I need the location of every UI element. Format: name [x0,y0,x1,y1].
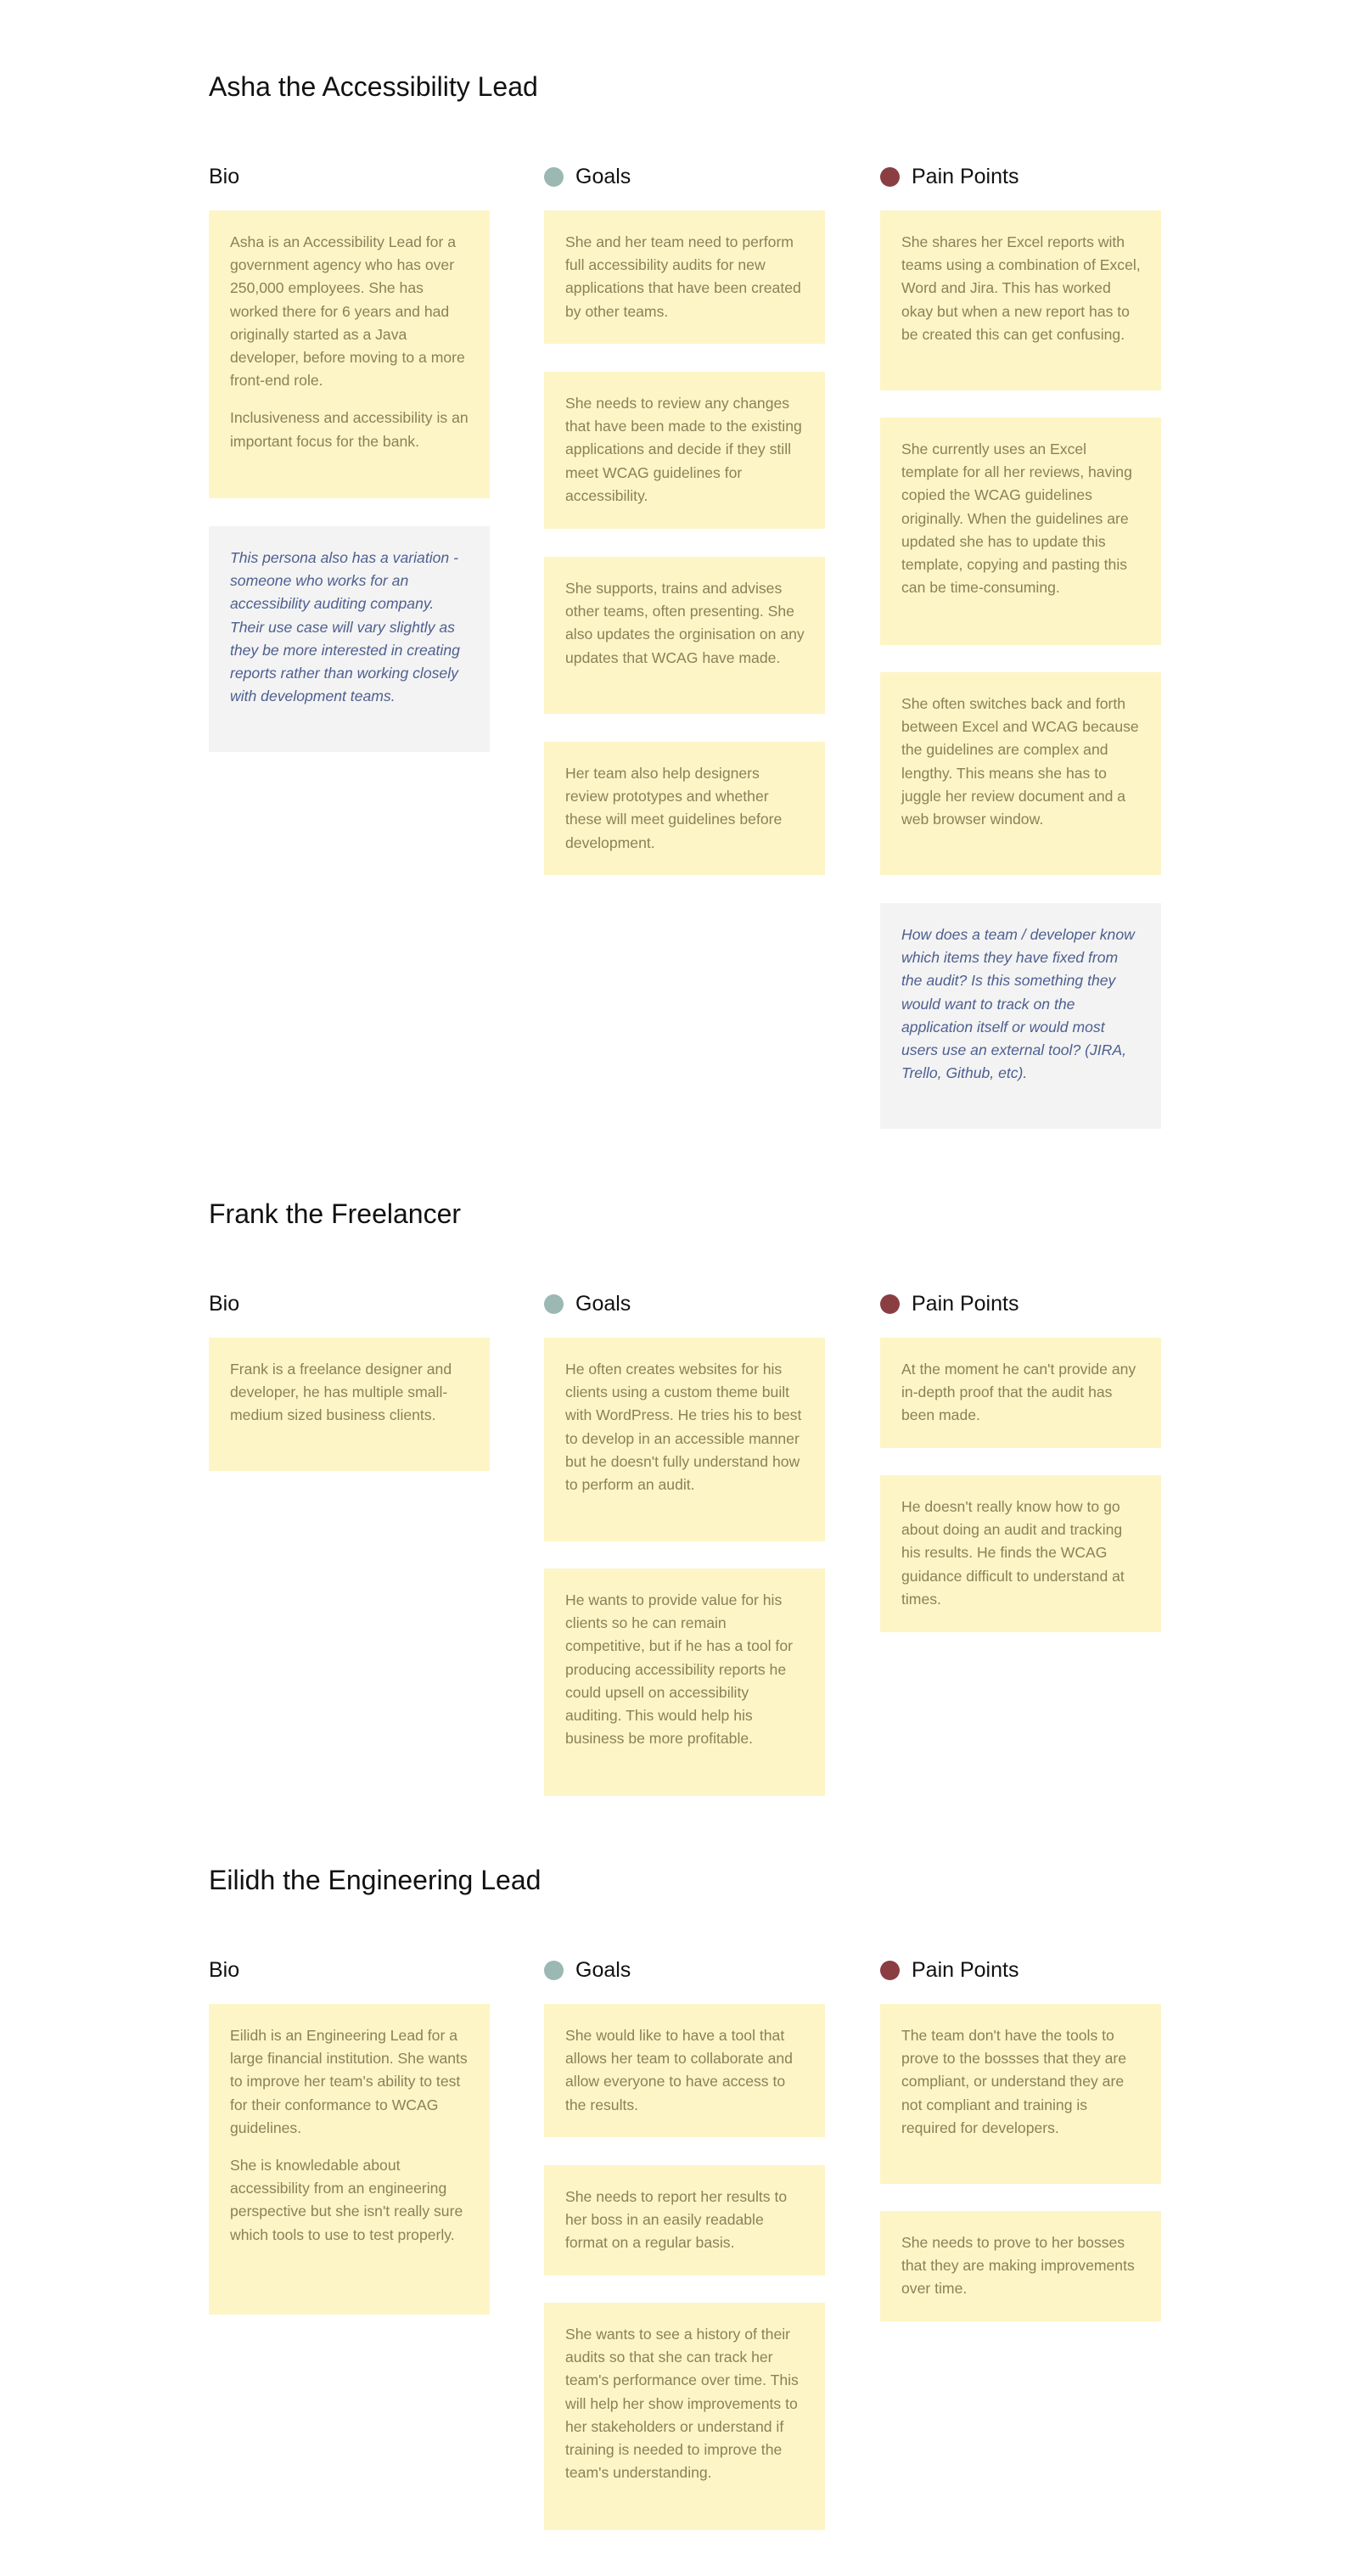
bio-sticky-note[interactable] [209,1338,490,1471]
pain-points-label: Pain Points [912,1292,1019,1316]
pain-points-header [880,161,1018,192]
goals-dot-icon [544,1961,564,1980]
pain-point-sticky-note[interactable] [880,1475,1161,1632]
persona-title: Frank the Freelancer [209,1198,462,1229]
goals-dot-icon [544,167,564,187]
goal-text: She needs to review any changes that have been made to the existing applications and decide if they still meet WCAG guidelines for accessibility. [565,395,802,504]
bio-paragraph: Inclusiveness and accessibility is an important focus for the bank. [230,409,469,450]
persona-title: Asha the Accessibility Lead [209,71,538,102]
pain-point-text: The team don't have the tools to prove to the bossses that they are compliant, or understand they are not compliant and training is required for developers. [901,2027,1127,2136]
pain-points-header [880,1288,1018,1319]
bio-comment-note[interactable] [209,526,490,752]
bio-paragraph: She is knowledable about accessibility from an engineering perspective but she isn't really sure which tools to use to test properly. [230,2157,463,2243]
pain-points-label: Pain Points [912,1958,1019,1982]
pain-points-label: Pain Points [912,165,1019,188]
bio-label: Bio [209,1958,240,1982]
goal-text: She supports, trains and advises other teams, often presenting. She also updates the orginisation on any updates that WCAG have made. [565,580,805,666]
pain-point-sticky-note[interactable] [880,2211,1161,2321]
note-text: This persona also has a variation - someone who works for an accessibility auditing company. Their use case will vary slightly as they be more interested in creating reports rather than working closely with development teams. [230,549,460,705]
goal-sticky-note[interactable] [544,1338,825,1541]
pain-points-dot-icon [880,167,900,187]
goal-text: She would like to have a tool that allows her team to collaborate and allow everyone to have access to the results. [565,2027,793,2113]
goals-header [544,1955,631,1985]
pain-point-text: At the moment he can't provide any in-depth proof that the audit has been made. [901,1361,1136,1424]
pain-point-sticky-note[interactable] [880,210,1161,390]
goal-sticky-note[interactable] [544,2165,825,2276]
goal-text: She needs to report her results to her boss in an easily readable format on a regular basis. [565,2188,788,2252]
bio-paragraph: Asha is an Accessibility Lead for a government agency who has over 250,000 employees. She has worked there for 6 years and had originally started as a Java developer, before moving to a more front-end role. [230,233,465,390]
bio-header [209,1288,239,1319]
bio-sticky-note[interactable] [209,210,490,498]
pain-point-text: She needs to prove to her bosses that they are making improvements over time. [901,2234,1135,2298]
goal-sticky-note[interactable] [544,1569,825,1796]
pain-point-text: She shares her Excel reports with teams using a combination of Excel, Word and Jira. This has worked okay but when a new report has to be created this can get confusing. [901,233,1141,343]
pain-points-dot-icon [880,1961,900,1980]
pain-point-text: He doesn't really know how to go about doing an audit and tracking his results. He finds the WCAG guidance difficult to understand at times. [901,1498,1125,1608]
persona-title: Eilidh the Engineering Lead [209,1865,542,1895]
pain-point-comment-note[interactable] [880,903,1161,1129]
goal-text: She wants to see a history of their audits so that she can track her team's performance over time. This will help her show improvements to her stakeholders or understand if training is needed to improve the team's understanding. [565,2326,799,2482]
goals-header [544,161,631,192]
goal-sticky-note[interactable] [544,2303,825,2530]
pain-point-sticky-note[interactable] [880,2004,1161,2184]
note-text: How does a team / developer know which items they have fixed from the audit? Is this something they would want to track on the application itself or would most users use an external tool? (JIRA, Trello, Github, etc). [901,926,1135,1082]
goal-text: Her team also help designers review prototypes and whether these will meet guidelines before development. [565,765,783,851]
pain-points-header [880,1955,1018,1985]
goal-text: He often creates websites for his clients using a custom theme built with WordPress. He tries his to best to develop in an accessible manner but he doesn't fully understand how to perform an audit. [565,1361,802,1494]
bio-paragraph: Eilidh is an Engineering Lead for a large financial institution. She wants to improve her team's ability to test for their conformance to WCAG guidelines. [230,2027,468,2136]
pain-point-sticky-note[interactable] [880,418,1161,645]
pain-point-sticky-note[interactable] [880,672,1161,875]
bio-sticky-note[interactable] [209,2004,490,2315]
bio-label: Bio [209,1292,240,1316]
bio-header [209,1955,239,1985]
pain-point-sticky-note[interactable] [880,1338,1161,1448]
goal-text: He wants to provide value for his clients so he can remain competitive, but if he has a tool for producing accessibility reports he could upsell on accessibility auditing. This would help his business be more profitable. [565,1591,793,1748]
bio-label: Bio [209,165,240,188]
goals-dot-icon [544,1294,564,1314]
pain-points-dot-icon [880,1294,900,1314]
bio-header [209,161,239,192]
goal-text: She and her team need to perform full accessibility audits for new applications that have been created by other teams. [565,233,801,320]
bio-paragraph: Frank is a freelance designer and developer, he has multiple small-medium sized business clients. [230,1361,452,1424]
goal-sticky-note[interactable] [544,372,825,529]
goal-sticky-note[interactable] [544,210,825,344]
pain-point-text: She currently uses an Excel template for all her reviews, having copied the WCAG guidelines originally. When the guidelines are updated she has to update this template, copying and pasting this can be time-consuming. [901,441,1132,597]
goals-header [544,1288,631,1319]
goals-label: Goals [575,165,631,188]
goals-label: Goals [575,1958,631,1982]
goal-sticky-note[interactable] [544,557,825,714]
goals-label: Goals [575,1292,631,1316]
pain-point-text: She often switches back and forth between Excel and WCAG because the guidelines are complex and lengthy. This means she has to juggle her review document and a web browser window. [901,695,1139,828]
goal-sticky-note[interactable] [544,2004,825,2137]
goal-sticky-note[interactable] [544,742,825,875]
